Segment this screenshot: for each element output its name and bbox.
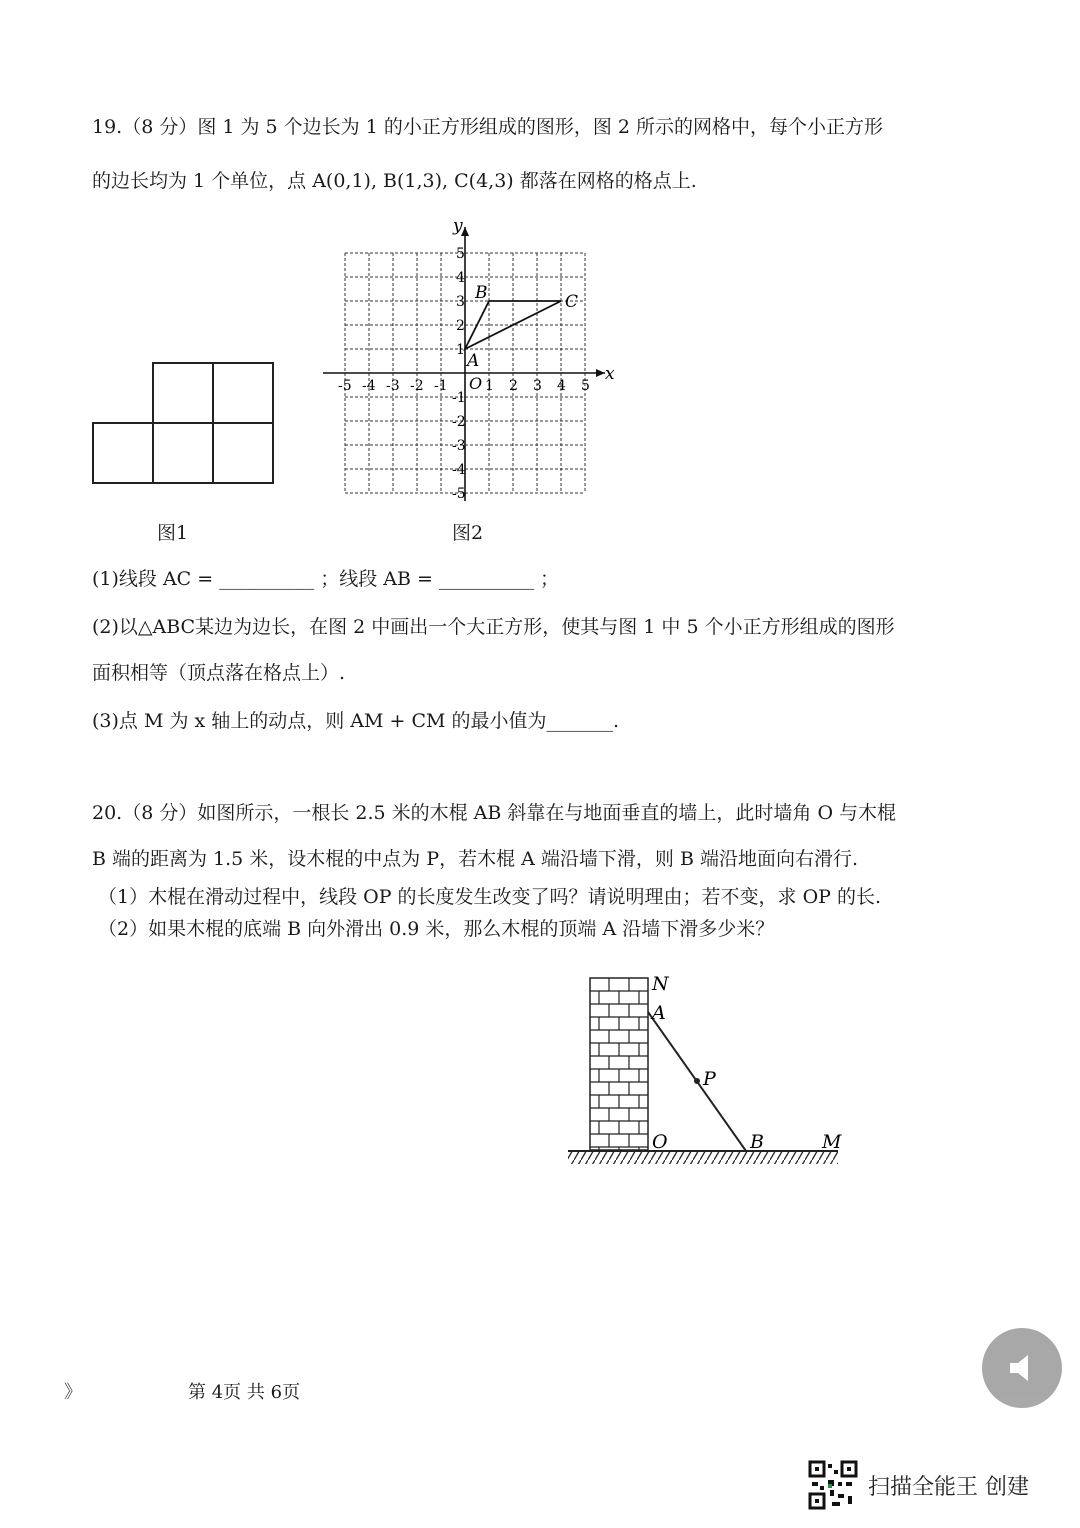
point-label-a: A xyxy=(467,351,480,371)
figure-1 xyxy=(88,358,280,488)
wall-stick-figure xyxy=(560,968,850,1168)
q19-line1: 19.（8 分）图 1 为 5 个边长为 1 的小正方形组成的图形，图 2 所示的网格中，每个小正方形 xyxy=(92,116,884,138)
fig1-square-top-left xyxy=(153,363,213,423)
figure-2-grid xyxy=(310,218,620,508)
x-tick-label: 4 xyxy=(557,378,566,394)
q20-line2: B 端的距离为 1.5 米，设木棍的中点为 P，若木棍 A 端沿墙下滑，则 B 端沿地面向右滑行. xyxy=(92,848,859,870)
label-m: M xyxy=(822,1131,842,1153)
q19-line2: 的边长均为 1 个单位，点 A(0,1), B(1,3), C(4,3) 都落在网格的格点上. xyxy=(92,170,697,192)
footer-mark: 》 xyxy=(64,1382,82,1403)
origin-label: O xyxy=(469,374,483,393)
y-tick-label: -5 xyxy=(452,486,466,502)
q19-part2-line2: 面积相等（顶点落在格点上）. xyxy=(92,662,346,684)
ground-hatch xyxy=(568,1152,838,1164)
x-tick-label: 3 xyxy=(533,378,542,394)
q19-part1: (1)线段 AC = __________ ；线段 AB = __________ ； xyxy=(92,568,560,590)
figure-1-caption: 图1 xyxy=(157,522,189,544)
scanner-watermark xyxy=(808,1458,1029,1512)
page-number: 第 4页 共 6页 xyxy=(188,1382,301,1403)
y-tick-label: 2 xyxy=(456,318,465,334)
point-label-b: B xyxy=(475,283,488,303)
label-n: N xyxy=(652,973,669,995)
y-tick-label: -4 xyxy=(452,462,466,478)
x-tick-label: -2 xyxy=(410,378,424,394)
figure-2-caption: 图2 xyxy=(452,522,484,544)
y-axis-label: y xyxy=(453,218,463,236)
fig1-square-bottom-right xyxy=(213,423,273,483)
x-axis-label: x xyxy=(605,364,615,384)
label-o: O xyxy=(652,1131,668,1153)
y-tick-label: -3 xyxy=(452,438,466,454)
x-tick-label: -4 xyxy=(362,378,376,394)
y-tick-label: -2 xyxy=(452,414,466,430)
x-tick-label: 2 xyxy=(509,378,518,394)
label-a: A xyxy=(652,1002,666,1024)
y-tick-label: 5 xyxy=(456,246,465,262)
x-tick-label: 5 xyxy=(581,378,590,394)
y-tick-label: 4 xyxy=(456,270,465,286)
q20-part2: （2）如果木棍的底端 B 向外滑出 0.9 米，那么木棍的顶端 A 沿墙下滑多少米？ xyxy=(98,918,775,940)
watermark-text: 扫描全能王 创建 xyxy=(868,1474,1029,1500)
q20-line1: 20.（8 分）如图所示，一根长 2.5 米的木棍 AB 斜靠在与地面垂直的墙上，此时墙角 O 与木棍 xyxy=(92,802,897,824)
q20-part1: （1）木棍在滑动过程中，线段 OP 的长度发生改变了吗？请说明理由；若不变，求 OP 的长. xyxy=(98,886,882,908)
fig1-square-top-right xyxy=(213,363,273,423)
q19-part3: (3)点 M 为 x 轴上的动点，则 AM + CM 的最小值为_______. xyxy=(92,710,620,732)
label-b: B xyxy=(750,1131,764,1153)
x-axis-arrow-icon xyxy=(596,369,605,377)
label-p: P xyxy=(703,1068,716,1090)
fig1-square-bottom-middle xyxy=(153,423,213,483)
q19-part2-line1: (2)以△ABC某边为边长，在图 2 中画出一个大正方形，使其与图 1 中 5 个小正方形组成的图形 xyxy=(92,616,895,638)
y-tick-label: 3 xyxy=(456,294,465,310)
x-tick-label: -3 xyxy=(386,378,400,394)
point-label-c: C xyxy=(565,292,579,312)
speaker-button[interactable] xyxy=(982,1328,1062,1408)
y-tick-label: -1 xyxy=(452,390,466,406)
y-tick-label: 1 xyxy=(456,342,465,358)
x-tick-label: 1 xyxy=(485,378,494,394)
x-tick-label: -1 xyxy=(434,378,448,394)
midpoint-p xyxy=(694,1078,700,1084)
speaker-icon xyxy=(1002,1348,1042,1388)
qr-code-icon xyxy=(808,1460,858,1510)
fig1-square-bottom-left xyxy=(93,423,153,483)
x-tick-label: -5 xyxy=(338,378,352,394)
